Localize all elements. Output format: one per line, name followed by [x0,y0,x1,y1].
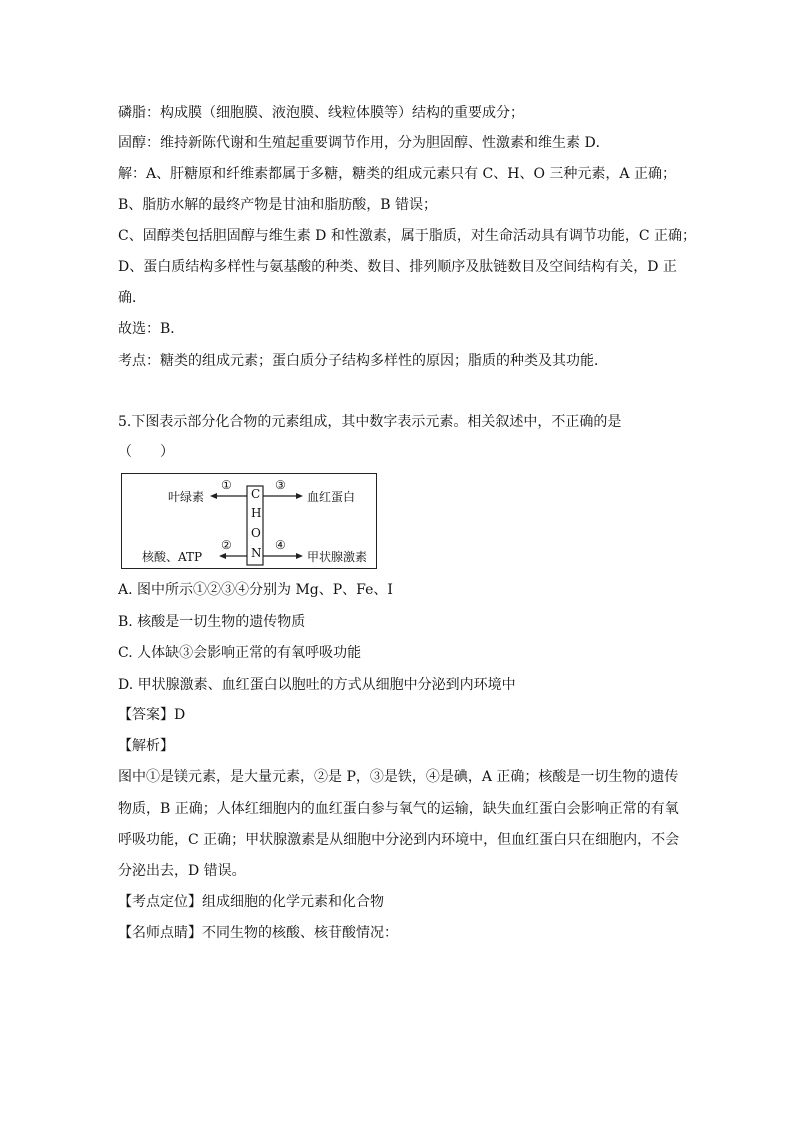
analysis-line: 分泌出去，D 错误。 [118,863,246,879]
label-1: ① [221,478,232,492]
letter-n: N [251,546,262,560]
label-4: ④ [275,538,286,552]
letter-c: C [251,487,261,501]
analysis-line: 呼吸功能，C 正确；甲状腺激素是从细胞中分泌到内环境中，但血红蛋白只在细胞内，不会 [118,832,680,848]
answer: 【答案】D [118,707,186,723]
option-d: D. 甲状腺激素、血红蛋白以胞吐的方式从细胞中分泌到内环境中 [118,677,516,693]
label-hemoglobin: 血红蛋白 [307,490,356,504]
option-b: B. 核酸是一切生物的遗传物质 [118,614,306,630]
text-line: C、固醇类包括胆固醇与维生素 D 和性激素，属于脂质，对生命活动具有调节功能，C 正确； [118,228,696,244]
label-3: ③ [275,478,286,492]
question-stem: 5.下图表示部分化合物的元素组成，其中数字表示元素。相关叙述中，不正确的是 [118,414,622,430]
analysis-line: 图中①是镁元素，是大量元素，②是 P，③是铁，④是碘，A 正确；核酸是一切生物的遗传 [118,769,679,785]
text-line: 解：A、肝糖原和纤维素都属于多糖，糖类的组成元素只有 C、H、O 三种元素，A 正确； [118,166,676,182]
text-line: 考点：糖类的组成元素；蛋白质分子结构多样性的原因；脂质的种类及其功能． [118,353,608,369]
analysis-line: 物质，B 正确；人体红细胞内的血红蛋白参与氧气的运输，缺失血红蛋白会影响正常的有氧 [118,801,679,817]
label-2: ② [221,538,232,552]
label-thyroxine: 甲状腺激素 [307,550,368,564]
text-line: 故选：B． [118,321,185,337]
element-composition-diagram [121,473,377,569]
text-line: 磷脂：构成膜（细胞膜、液泡膜、线粒体膜等）结构的重要成分； [118,105,524,121]
text-line: 确． [118,290,146,306]
letter-o: O [251,526,261,540]
answer-blank: （ ） [118,444,174,460]
option-c: C. 人体缺③会影响正常的有氧呼吸功能 [118,645,362,661]
text-line: 固醇：维持新陈代谢和生殖起重要调节作用，分为胆固醇、性激素和维生素 D． [118,135,610,151]
label-nucleic-acid-atp: 核酸、ATP [142,550,203,564]
analysis-title: 【解析】 [118,738,174,754]
label-chlorophyll: 叶绿素 [168,490,205,504]
text-line: D、蛋白质结构多样性与氨基酸的种类、数目、排列顺序及肽链数目及空间结构有关，D 正 [118,259,677,275]
text-line: B、脂肪水解的最终产物是甘油和脂肪酸，B 错误； [118,197,438,213]
option-a: A. 图中所示①②③④分别为 Mg、P、Fe、I [118,582,393,598]
mingshi: 【名师点睛】不同生物的核酸、核苷酸情况： [118,925,398,941]
kaodian: 【考点定位】组成细胞的化学元素和化合物 [118,894,384,910]
letter-h: H [251,506,262,520]
